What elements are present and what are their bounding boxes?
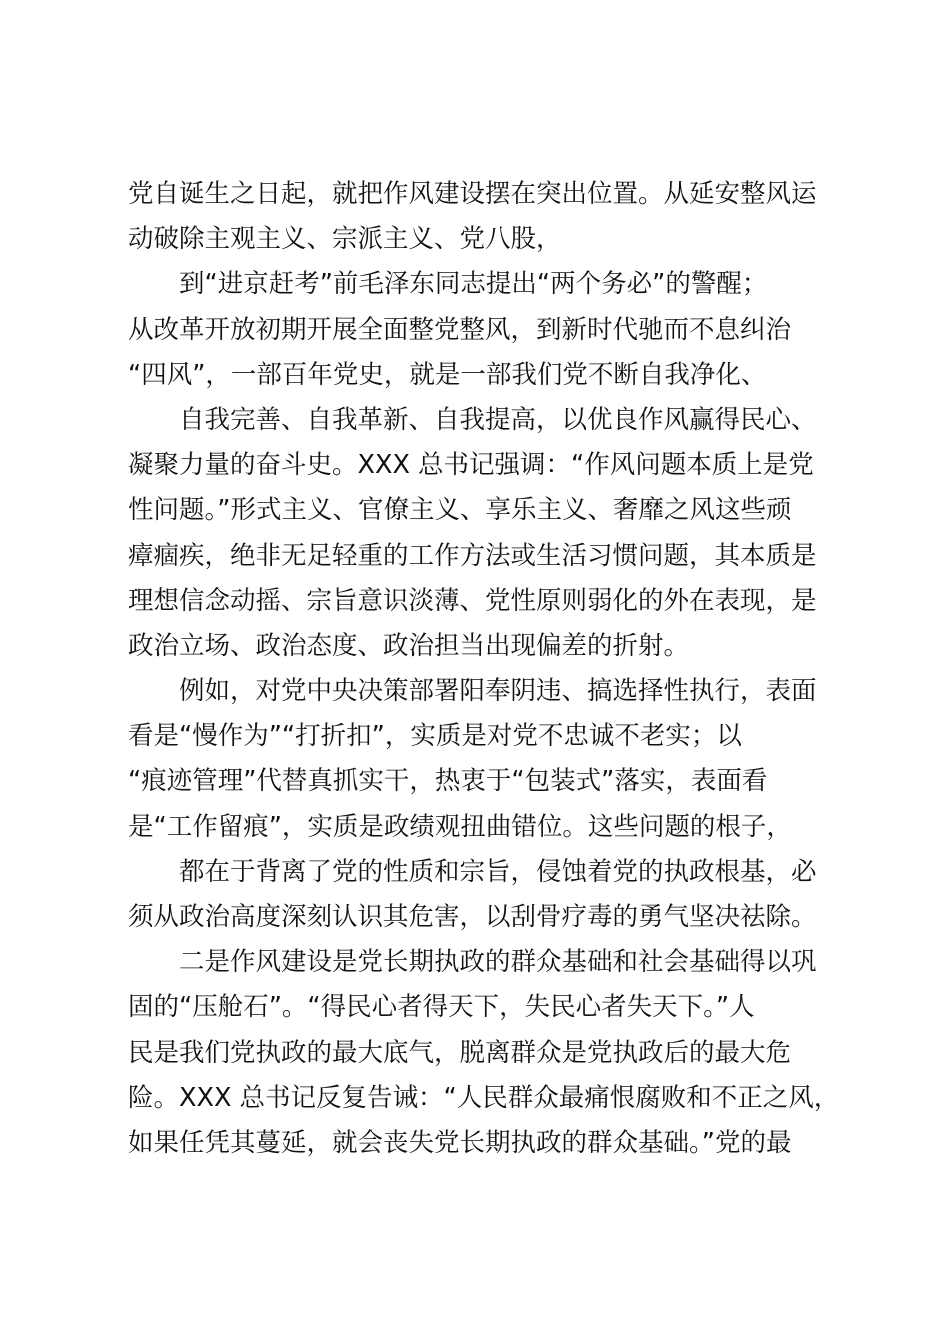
text-line: 固的“压舱石”。“得民心者得天下，失民心者失天下。”人 xyxy=(128,992,755,1023)
text-line: 例如，对党中央决策部署阳奉阴违、搞选择性执行，表面 xyxy=(179,676,817,707)
text-line: 从改革开放初期开展全面整党整风，到新时代驰而不息纠治 xyxy=(128,314,792,345)
text-line: 理想信念动摇、宗旨意识淡薄、党性原则弱化的外在表现，是 xyxy=(128,585,817,616)
text-line: 险。XXX 总书记反复告诫：“人民群众最痛恨腐败和不正之风， xyxy=(128,1082,840,1113)
text-line: 如果任凭其蔓延，就会丧失党长期执政的群众基础。”党的最 xyxy=(128,1127,792,1158)
text-line: 凝聚力量的奋斗史。XXX 总书记强调：“作风问题本质上是党 xyxy=(128,450,814,481)
text-line: 瘴痼疾，绝非无足轻重的工作方法或生活习惯问题，其本质是 xyxy=(128,540,817,571)
text-line: 都在于背离了党的性质和宗旨，侵蚀着党的执政根基，必 xyxy=(179,856,817,887)
document-body xyxy=(128,172,848,1166)
text-line: 党自诞生之日起，就把作风建设摆在突出位置。从延安整风运 xyxy=(128,179,817,209)
text-line: 二是作风建设是党长期执政的群众基础和社会基础得以巩 xyxy=(179,947,817,978)
text-line: 到“进京赶考”前毛泽东同志提出“两个务必”的警醒； xyxy=(179,269,768,300)
text-line: 动破除主观主义、宗派主义、党八股， xyxy=(128,224,562,255)
text-line: 自我完善、自我革新、自我提高，以优良作风赢得民心、 xyxy=(179,404,817,435)
text-line: “痕迹管理”代替真抓实干，热衷于“包装式”落实，表面看 xyxy=(128,766,768,797)
text-line: 政治立场、政治态度、政治担当出现偏差的折射。 xyxy=(128,630,690,661)
text-line: 看是“慢作为”“打折扣”，实质是对党不忠诚不老实；以 xyxy=(128,721,742,752)
text-line: 性问题。”形式主义、官僚主义、享乐主义、奢靡之风这些顽 xyxy=(128,495,792,526)
text-line: 须从政治高度深刻认识其危害，以刮骨疗毒的勇气坚决祛除。 xyxy=(128,902,817,932)
text-line: “四风”，一部百年党史，就是一部我们党不断自我净化、 xyxy=(128,359,767,390)
text-line: 是“工作留痕”，实质是政绩观扭曲错位。这些问题的根子， xyxy=(128,811,792,842)
text-line: 民是我们党执政的最大底气，脱离群众是党执政后的最大危 xyxy=(128,1037,792,1068)
